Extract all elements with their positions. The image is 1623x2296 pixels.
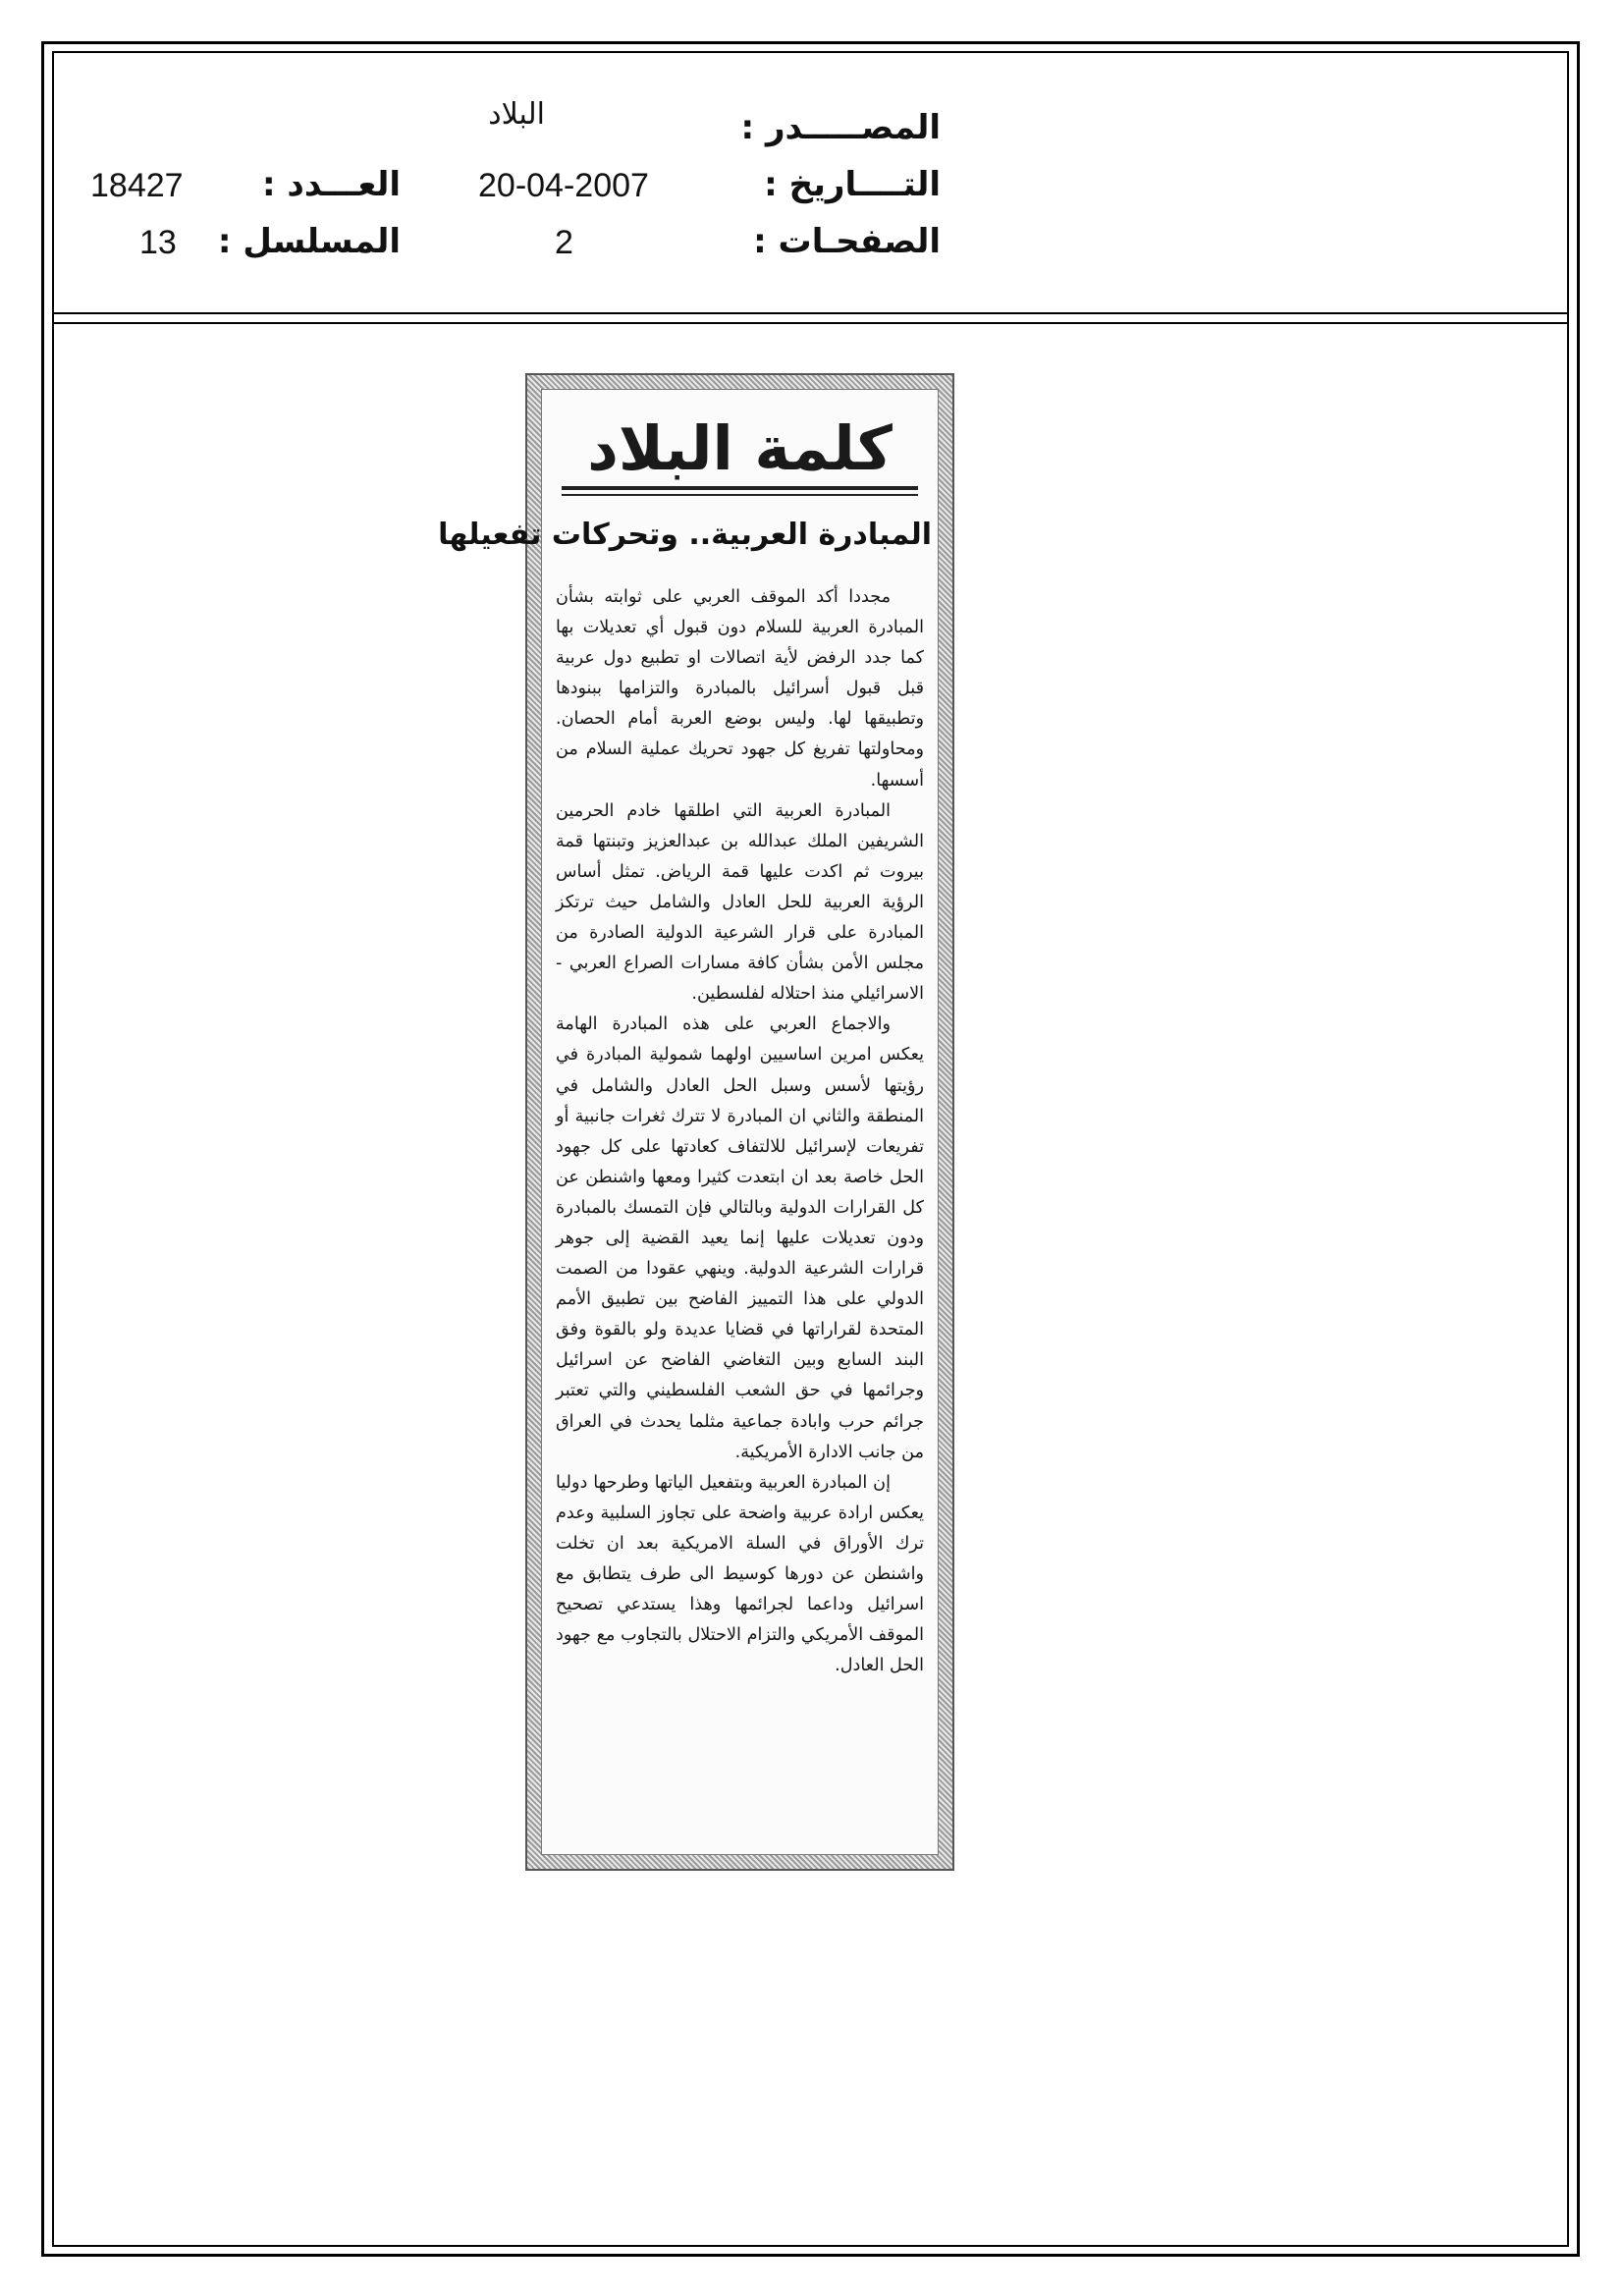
issue-value: 18427: [90, 167, 184, 204]
clipping-content: [438, 389, 939, 1855]
masthead-rule-thin: [562, 494, 918, 496]
issue-label: العـــدد :: [262, 165, 401, 204]
pages-label: الصفحـات :: [753, 222, 941, 261]
pages-value: 2: [555, 224, 573, 261]
serial-label: المسلسل :: [217, 222, 401, 261]
article-paragraph: إن المبادرة العربية وبتفعيل الياتها وطرحها دوليا يعكس ارادة عربية واضحة على تجاوز السلبية وعدم ترك الأوراق في السلة الامريكية بعد ان تخلت واشنطن عن دورها كوسيط الى طرف يتطابق مع اسرائيل وداعما لجرائمها وهذا يستدعي تصحيح الموقف الأمريكي والتزام الاحتلال بالتجاوب مع جهود الحل العادل.: [556, 1472, 924, 1676]
article-paragraph: المبادرة العربية التي اطلقها خادم الحرمين الشريفين الملك عبدالله بن عبدالعزيز وتبنتها قمة بيروت ثم اكدت عليها قمة الرياض. تمثل أساس الرؤية العربية للحل العادل والشامل حيث ترتكز المبادرة على قرار الشرعية الدولية الصادرة من مجلس الأمن بشأن كافة مسارات الصراع العربي - الاسرائيلي منذ احتلاله لفلسطين.: [556, 800, 924, 1005]
source-label: المصـــــدر :: [740, 108, 941, 147]
article-paragraph: مجددا أكد الموقف العربي على ثوابته بشأن المبادرة العربية للسلام دون قبول أي تعديلات بها كما جدد الرفض لأية اتصالات او تطبيع دول عربية قبل قبول أسرائيل بالمبادرة والتزامها ببنودها وتطبيقها لها. وليس بوضع العربة أمام الحصان. ومحاولتها تفريغ كل جهود تحريك عملية السلام من أسسها.: [556, 587, 924, 791]
date-label: التــــاريخ :: [764, 165, 941, 204]
masthead-title: كلمة البلاد: [587, 412, 893, 484]
header-divider-secondary: [52, 322, 1569, 324]
serial-value: 13: [139, 224, 177, 261]
newspaper-clipping: [438, 373, 954, 1871]
column-masthead: [552, 402, 928, 496]
date-value: 20-04-2007: [478, 167, 649, 204]
article-body: [556, 582, 924, 1844]
article-paragraph: والاجماع العربي على هذه المبادرة الهامة يعكس امرين اساسيين اولهما شمولية المبادرة في رؤيتها لأسس وسبل الحل العادل والشامل في المنطقة والثاني ان المبادرة لا تترك ثغرات جانبية أو تفريعات لإسرائيل للالتفاف كعادتها على كل جهود الحل خاصة بعد ان ابتعدت كثيرا ومعها واشنطن عن كل القرارات الدولية وبالتالي فإن التمسك بالمبادرة ودون تعديلات عليها إنما يعيد القضية إلى جوهر قرارات الشرعية الدولية. وينهي عقودا من الصمت الدولي على هذا التمييز الفاضح بين تطبيق الأمم المتحدة لقراراتها في قضايا عديدة ولو بالقوة وفق البند السابع وبين التغاضي الفاضح عن اسرائيل وجرائمها في حق الشعب الفلسطيني والتي تعتبر جرائم حرب وابادة جماعية مثلما يحدث في العراق من جانب الادارة الأمريكية.: [556, 1014, 924, 1462]
masthead-rule: [562, 486, 918, 490]
article-headline: المبادرة العربية.. وتحركات تفعيلها: [438, 518, 932, 552]
header-divider: [52, 312, 1569, 314]
source-value: البلاد: [488, 97, 545, 132]
